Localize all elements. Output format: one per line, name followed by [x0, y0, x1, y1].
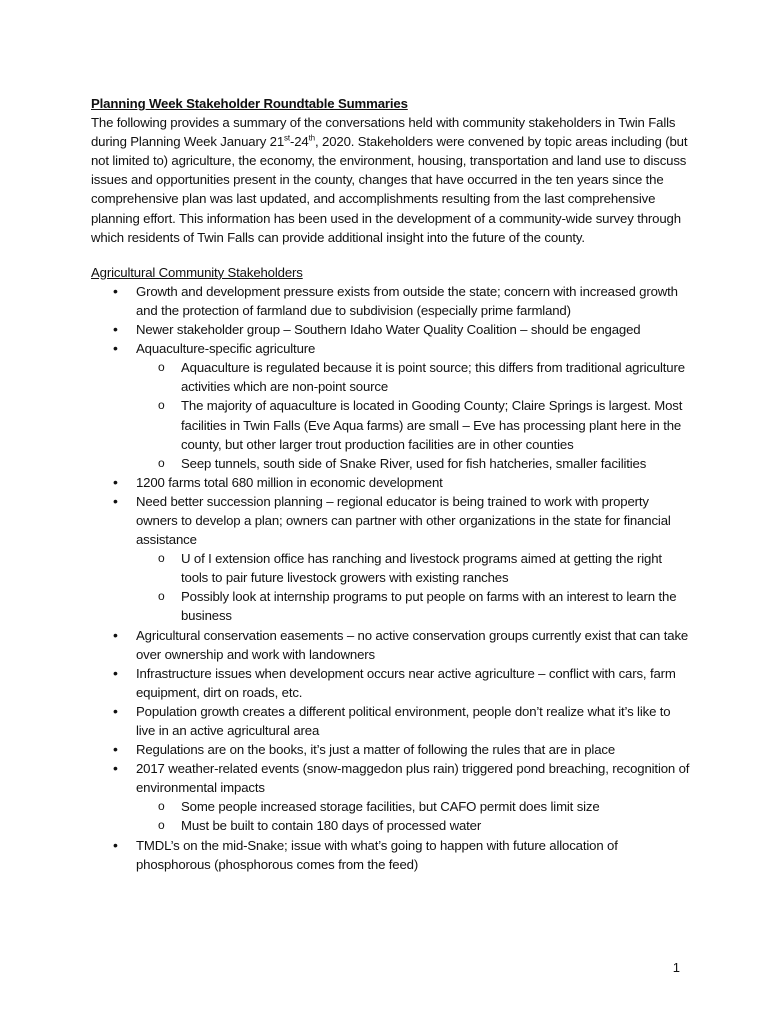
list-item	[91, 339, 691, 473]
section-heading: Agricultural Community Stakeholders	[91, 264, 303, 280]
sub-list-item: o Aquaculture is regulated because it is point source; this differs from traditional agriculture activities which are non-point source	[136, 358, 691, 396]
sub-list-item: o Must be built to contain 180 days of processed water	[136, 816, 691, 835]
document-title: Planning Week Stakeholder Roundtable Summaries	[91, 96, 408, 111]
list-item: • Infrastructure issues when development occurs near active agriculture – conflict with cars, farm equipment, dirt on roads, etc.	[91, 664, 691, 702]
bullet-list	[91, 282, 691, 874]
intro-text: The following provides a summary of the conversations held with community stakeholders in Twin Falls during Planning Week January 21	[91, 115, 676, 150]
intro-paragraph	[91, 113, 691, 247]
intro-text: , 2020. Stakeholders were convened by topic areas including (but not limited to) agriculture, the economy, the environment, housing, transportation and land use to discuss issues and opportunities present in the county, changes that have occurred in the ten years since the comprehensive plan was last updated, and accomplishments resulting from the last comprehensive planning effort. This information has been used in the development of a community-wide survey through which residents of Twin Falls can provide additional insight into the future of the county.	[91, 134, 688, 245]
list-item-text: 2017 weather-related events (snow-maggedon plus rain) triggered pond breaching, recognition of environmental impacts	[136, 761, 690, 796]
list-item	[91, 759, 691, 835]
sub-list-item: o The majority of aquaculture is located in Gooding County; Claire Springs is largest. Most facilities in Twin Falls (Eve Aqua farms) are small – Eve has processing plant here in the county, but other larger trout production facilities are in other counties	[136, 396, 691, 453]
sub-list-item: o Possibly look at internship programs to put people on farms with an interest to learn the business	[136, 587, 691, 625]
sub-list	[136, 358, 691, 473]
list-item: • Population growth creates a different political environment, people don’t realize what it’s like to live in an active agricultural area	[91, 702, 691, 740]
intro-superscript: st	[284, 133, 290, 143]
document-page	[91, 94, 691, 874]
intro-superscript: th	[308, 133, 315, 143]
sub-list-item: o Seep tunnels, south side of Snake River, used for fish hatcheries, smaller facilities	[136, 454, 691, 473]
sub-list-item: o Some people increased storage facilities, but CAFO permit does limit size	[136, 797, 691, 816]
list-item	[91, 492, 691, 626]
list-item: • Growth and development pressure exists from outside the state; concern with increased growth and the protection of farmland due to subdivision (especially prime farmland)	[91, 282, 691, 320]
sub-list-item: o U of I extension office has ranching and livestock programs aimed at getting the right tools to pair future livestock growers with existing ranches	[136, 549, 691, 587]
list-item: • 1200 farms total 680 million in economic development	[91, 473, 691, 492]
intro-text: -24	[289, 134, 309, 150]
list-item-text: Aquaculture-specific agriculture	[136, 341, 316, 357]
list-item: • TMDL’s on the mid-Snake; issue with what’s going to happen with future allocation of phosphorous (phosphorous comes from the feed)	[91, 836, 691, 874]
list-item: • Regulations are on the books, it’s just a matter of following the rules that are in place	[91, 740, 691, 759]
sub-list	[136, 797, 691, 835]
list-item: • Newer stakeholder group – Southern Idaho Water Quality Coalition – should be engaged	[91, 320, 691, 339]
sub-list	[136, 549, 691, 625]
list-item-text: Need better succession planning – regional educator is being trained to work with property owners to develop a plan; owners can partner with other organizations in the state for financial assistance	[136, 493, 671, 548]
page-number: 1	[672, 960, 680, 975]
list-item: • Agricultural conservation easements – no active conservation groups currently exist that can take over ownership and work with landowners	[91, 626, 691, 664]
